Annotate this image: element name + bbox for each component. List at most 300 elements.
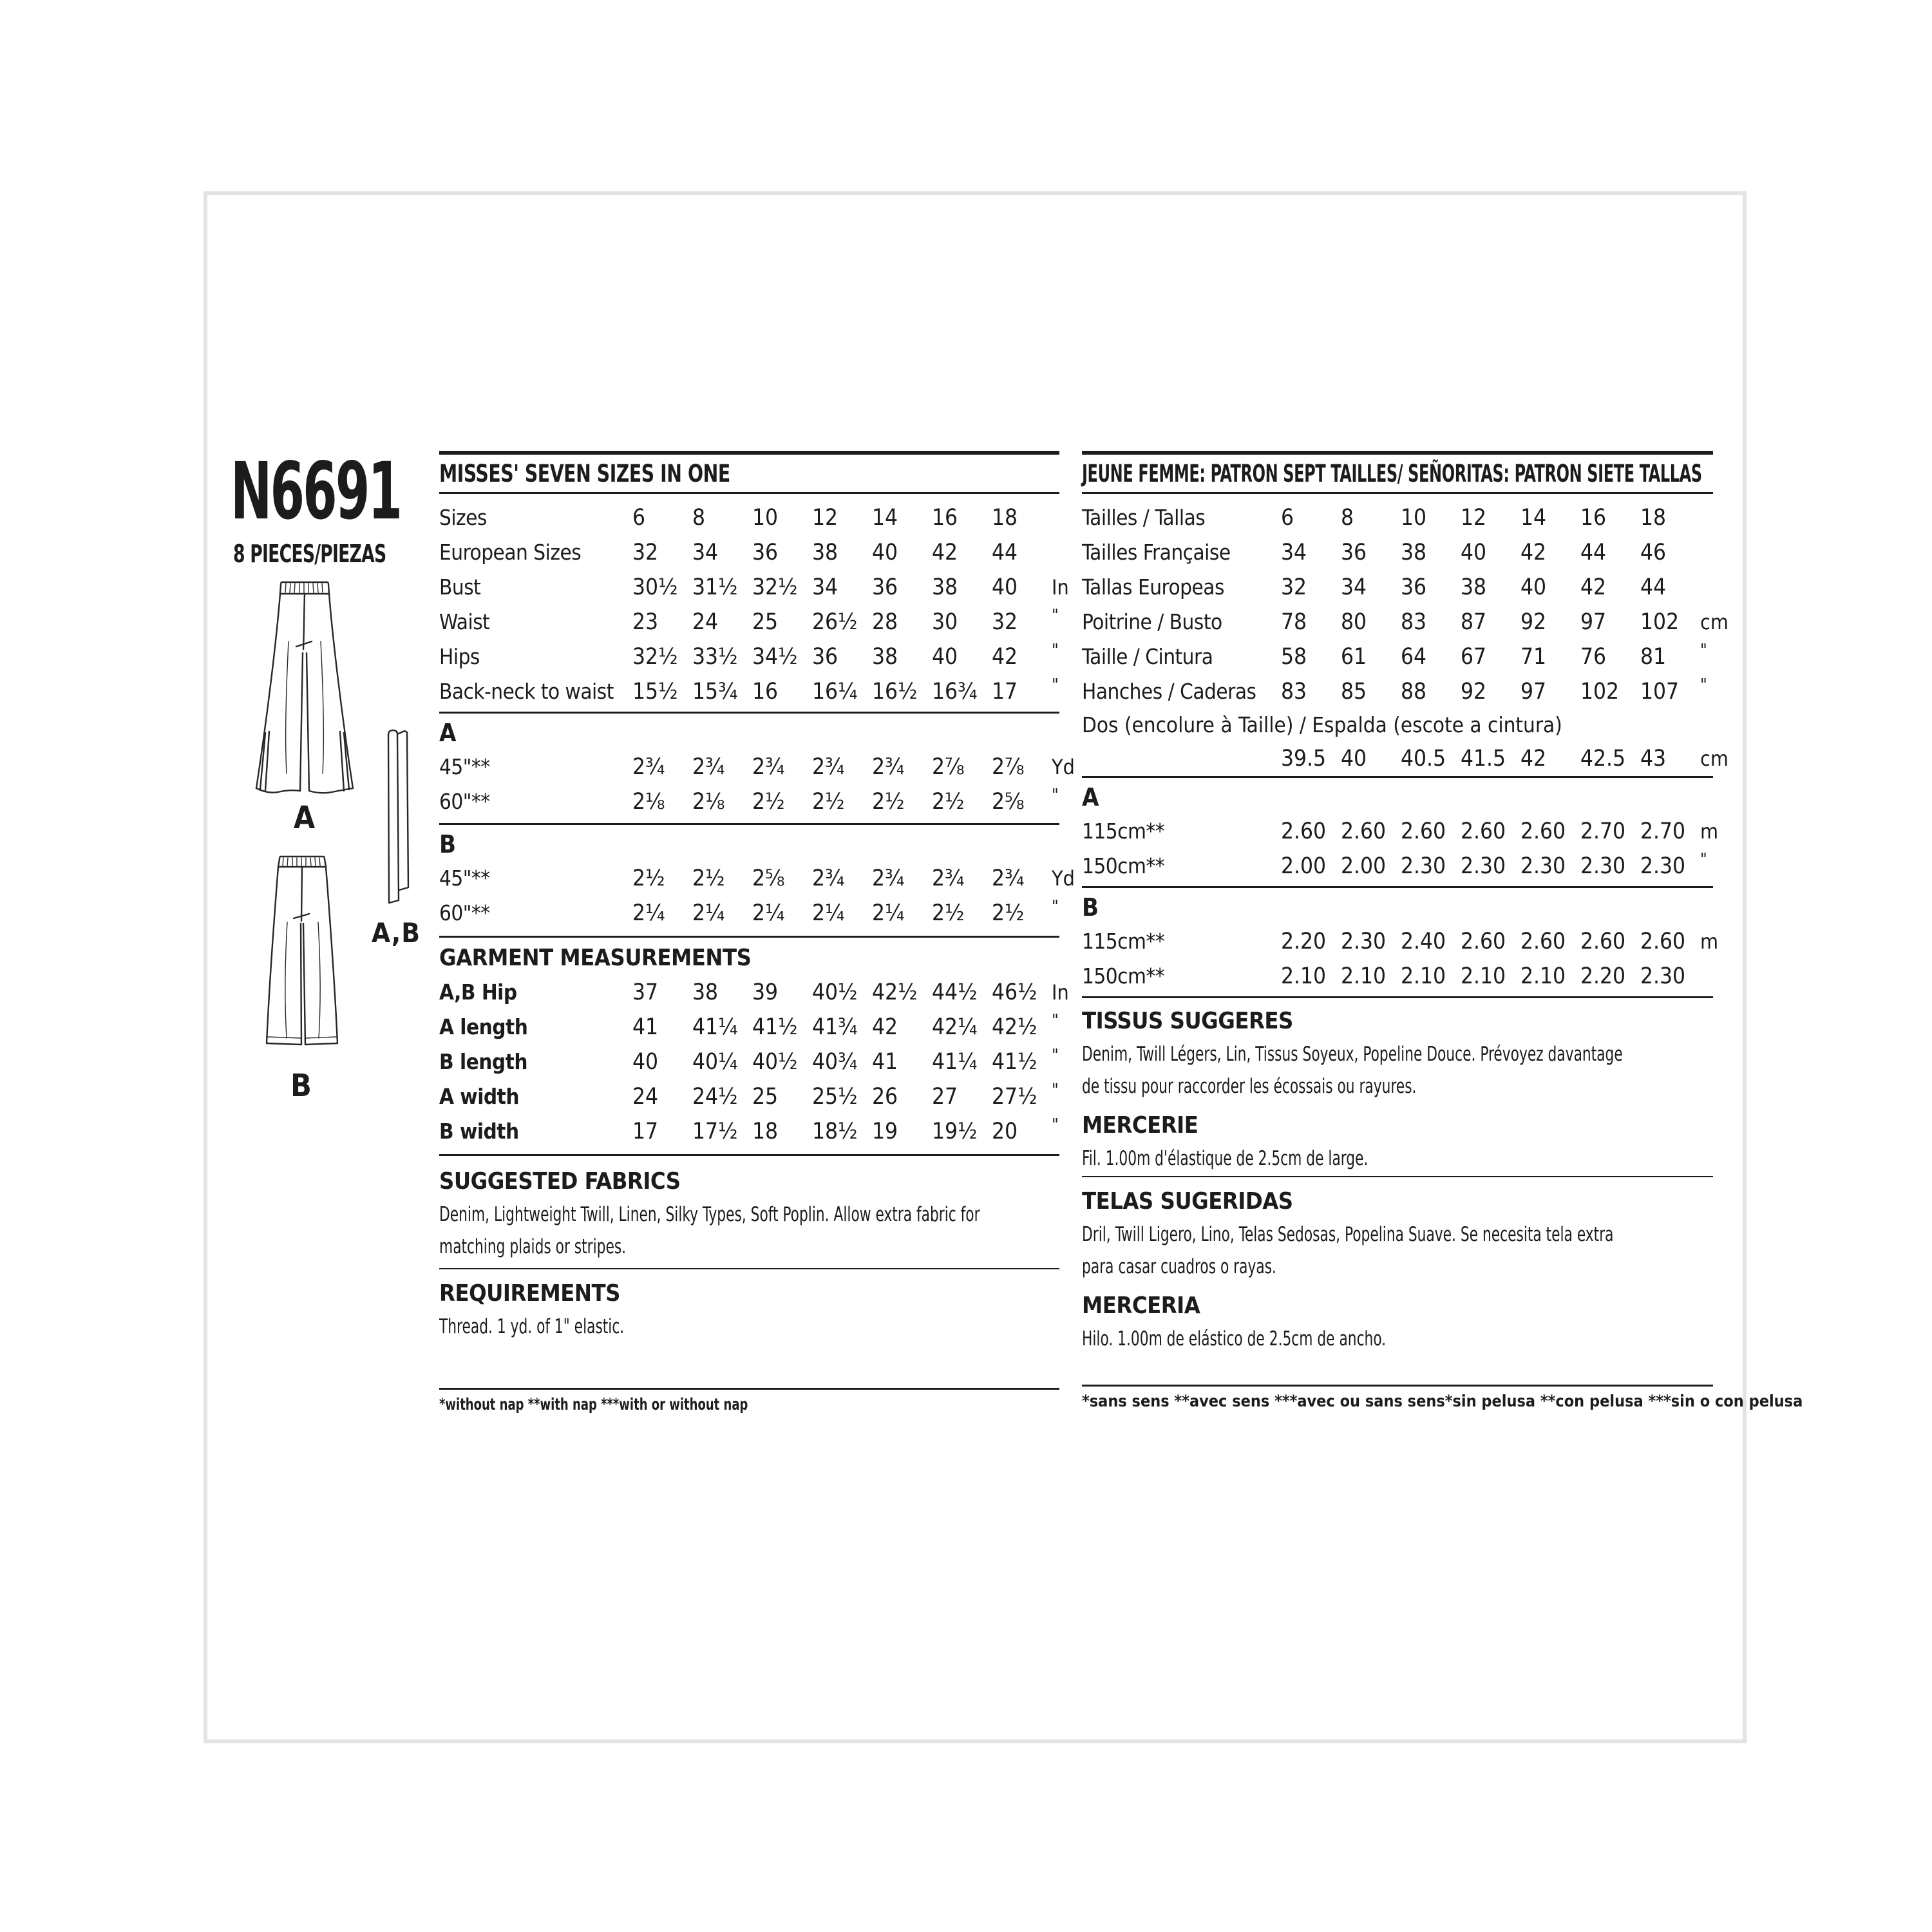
telas-line1: Dril, Twill Ligero, Lino, Telas Sedosas, Popelina Suave. Se necesita tela extra xyxy=(1082,1223,1614,1246)
row-value: 14 xyxy=(1520,505,1547,531)
telas-line2: para casar cuadros o rayas. xyxy=(1082,1255,1276,1278)
french-spanish-footnote xyxy=(1082,1392,1803,1410)
row-label: B length xyxy=(439,1049,527,1074)
row-value: 16 xyxy=(932,505,958,531)
row-value: 38 xyxy=(692,980,719,1005)
row-value: 97 xyxy=(1520,679,1547,705)
row-value: 2.30 xyxy=(1520,853,1566,879)
row-label: 60"** xyxy=(439,900,490,925)
suggested-fabrics-line2: matching plaids or stripes. xyxy=(439,1235,627,1258)
row-value: 2⅞ xyxy=(932,754,965,780)
row-value: 2.10 xyxy=(1341,963,1387,989)
row-value: 39 xyxy=(752,980,779,1005)
row-value: 42.5 xyxy=(1580,746,1626,772)
divider xyxy=(1082,776,1713,778)
row-label: A length xyxy=(439,1014,528,1039)
row-value: 2½ xyxy=(752,789,785,815)
back-neck-label: Dos (encolure à Taille) / Espalda (escote a cintura) xyxy=(1082,712,1562,737)
row-value: 27 xyxy=(932,1084,958,1110)
row-value: 41¾ xyxy=(812,1014,858,1040)
row-label: 115cm** xyxy=(1082,819,1165,844)
row-value: 38 xyxy=(1461,574,1487,600)
table-row xyxy=(1082,814,1719,849)
row-value: 71 xyxy=(1520,644,1547,670)
row-value: 40½ xyxy=(812,980,858,1005)
row-value: 10 xyxy=(1401,505,1427,531)
row-label: 45"** xyxy=(439,866,490,891)
row-unit: cm xyxy=(1700,746,1728,771)
row-unit: m xyxy=(1700,929,1719,954)
table-row xyxy=(1082,959,1713,994)
row-value: 2¼ xyxy=(752,900,785,926)
row-value: 41.5 xyxy=(1461,746,1506,772)
row-unit xyxy=(1052,535,1059,570)
row-unit: " xyxy=(1052,786,1059,805)
english-footnote xyxy=(439,1395,1059,1414)
row-label: Hanches / Caderas xyxy=(1082,679,1256,704)
row-value: 2.60 xyxy=(1281,819,1327,844)
row-value: 46½ xyxy=(992,980,1037,1005)
french-spanish-header xyxy=(1082,451,1713,494)
row-value: 36 xyxy=(752,540,779,565)
row-label: Back-neck to waist xyxy=(439,679,614,704)
row-value: 41½ xyxy=(752,1014,798,1040)
back-neck-values-table xyxy=(1082,741,1728,776)
row-value: 26 xyxy=(872,1084,898,1110)
row-value: 58 xyxy=(1281,644,1307,670)
french-spanish-title: JEUNE FEMME: PATRON SEPT TAILLES/ SEÑORITAS: PATRON SIETE TALLAS xyxy=(1082,460,1702,488)
row-unit: In xyxy=(1052,980,1069,1005)
row-value: 42½ xyxy=(872,980,918,1005)
row-value: 102 xyxy=(1580,679,1620,705)
table-row xyxy=(439,784,1059,819)
requirements-title: REQUIREMENTS xyxy=(439,1280,620,1307)
row-unit: " xyxy=(1700,641,1707,660)
row-label: B width xyxy=(439,1119,519,1144)
row-unit xyxy=(1700,570,1713,605)
table-row xyxy=(1082,570,1713,605)
row-unit: " xyxy=(1052,641,1059,660)
row-value: 2¾ xyxy=(692,754,725,780)
row-value: 2.60 xyxy=(1520,929,1566,954)
row-value: 32½ xyxy=(752,574,798,600)
row-label: Tailles Française xyxy=(1082,540,1231,565)
row-unit: " xyxy=(1052,897,1059,916)
view-a-heading-fr: A xyxy=(1082,783,1099,811)
row-unit: " xyxy=(1052,1081,1059,1100)
view-b-heading: B xyxy=(439,830,457,858)
row-value: 18 xyxy=(992,505,1018,531)
row-value: 41½ xyxy=(992,1049,1037,1075)
row-value: 2½ xyxy=(632,866,665,891)
table-row xyxy=(439,605,1059,639)
table-row xyxy=(439,500,1059,535)
row-value: 2.60 xyxy=(1640,929,1686,954)
row-value: 42½ xyxy=(992,1014,1037,1040)
english-column xyxy=(439,451,1075,1414)
row-value: 2.30 xyxy=(1341,929,1387,954)
garment-measurements-title: GARMENT MEASUREMENTS xyxy=(439,945,752,971)
row-value: 42 xyxy=(1520,540,1547,565)
row-unit: m xyxy=(1700,819,1719,844)
row-label: Poitrine / Busto xyxy=(1082,609,1222,634)
row-value: 14 xyxy=(872,505,898,531)
row-unit: Yd xyxy=(1052,755,1075,779)
row-value: 12 xyxy=(1461,505,1487,531)
row-value: 30½ xyxy=(632,574,678,600)
english-size-table xyxy=(439,500,1069,709)
table-row xyxy=(1082,500,1713,535)
suggested-fabrics-title: SUGGESTED FABRICS xyxy=(439,1168,681,1195)
row-value: 2.10 xyxy=(1520,963,1566,989)
row-unit: In xyxy=(1052,575,1069,600)
row-label: A width xyxy=(439,1084,519,1109)
row-value: 34 xyxy=(1281,540,1307,565)
row-value: 61 xyxy=(1341,644,1367,670)
row-value: 92 xyxy=(1461,679,1487,705)
row-value: 18 xyxy=(1640,505,1667,531)
pants-b-illustration xyxy=(251,851,353,1065)
table-row xyxy=(439,674,1059,709)
row-value: 2.00 xyxy=(1341,853,1387,879)
row-value: 18 xyxy=(752,1119,779,1144)
row-value: 32 xyxy=(632,540,659,565)
row-value: 8 xyxy=(692,505,706,531)
row-value: 46 xyxy=(1640,540,1667,565)
tissus-title: TISSUS SUGGERES xyxy=(1082,1008,1293,1034)
row-value: 25 xyxy=(752,1084,779,1110)
row-label: Taille / Cintura xyxy=(1082,644,1213,669)
row-label: A,B Hip xyxy=(439,980,517,1005)
row-value: 25 xyxy=(752,609,779,635)
row-label: Hips xyxy=(439,644,480,669)
table-row xyxy=(1082,605,1728,639)
row-value: 2¾ xyxy=(872,866,905,891)
row-unit: cm xyxy=(1700,610,1728,634)
tie-belt-illustration xyxy=(383,726,412,911)
row-value: 2¾ xyxy=(752,754,785,780)
row-value: 2½ xyxy=(872,789,905,815)
row-value: 2½ xyxy=(692,866,725,891)
row-value: 24 xyxy=(692,609,719,635)
row-value: 2½ xyxy=(992,900,1025,926)
row-value: 38 xyxy=(1401,540,1427,565)
row-value: 2½ xyxy=(812,789,845,815)
tissus-text xyxy=(1082,1038,1623,1103)
row-value: 85 xyxy=(1341,679,1367,705)
row-value: 2.30 xyxy=(1640,963,1686,989)
row-value: 2.30 xyxy=(1640,853,1686,879)
row-value: 102 xyxy=(1640,609,1680,635)
row-value: 16 xyxy=(752,679,779,705)
row-value: 2.60 xyxy=(1461,819,1506,844)
divider xyxy=(439,823,1059,825)
row-value: 40 xyxy=(1520,574,1547,600)
row-value: 23 xyxy=(632,609,659,635)
row-value: 19½ xyxy=(932,1119,978,1144)
row-value: 27½ xyxy=(992,1084,1037,1110)
row-label: 115cm** xyxy=(1082,929,1165,954)
divider xyxy=(439,1154,1059,1156)
row-value: 6 xyxy=(1281,505,1294,531)
row-value: 24½ xyxy=(692,1084,738,1110)
row-value: 2.30 xyxy=(1461,853,1506,879)
row-value: 80 xyxy=(1341,609,1367,635)
row-value: 2.30 xyxy=(1401,853,1446,879)
row-value: 32 xyxy=(992,609,1018,635)
pants-a-illustration xyxy=(250,577,359,799)
english-header xyxy=(439,451,1059,494)
row-value: 24 xyxy=(632,1084,659,1110)
row-value: 42 xyxy=(1520,746,1547,772)
view-ab-label: A,B xyxy=(371,917,421,949)
suggested-fabrics-text xyxy=(439,1198,980,1263)
row-value: 16¼ xyxy=(812,679,858,705)
row-value: 40 xyxy=(992,574,1018,600)
table-row xyxy=(439,750,1075,784)
row-value: 26½ xyxy=(812,609,858,635)
divider xyxy=(439,1388,1059,1390)
divider xyxy=(439,936,1059,938)
merceria-line: Hilo. 1.00m de elástico de 2.5cm de ancho. xyxy=(1082,1327,1387,1350)
row-value: 38 xyxy=(872,644,898,670)
row-value: 2.60 xyxy=(1461,929,1506,954)
row-value: 42 xyxy=(932,540,958,565)
row-value: 34 xyxy=(812,574,838,600)
row-value: 2¼ xyxy=(692,900,725,926)
row-label: 150cm** xyxy=(1082,853,1165,878)
row-unit: Yd xyxy=(1052,866,1075,891)
mercerie-text xyxy=(1082,1142,1574,1175)
row-unit xyxy=(1700,500,1713,535)
row-value: 67 xyxy=(1461,644,1487,670)
pieces-count: 8 PIECES/PIEZAS xyxy=(233,540,386,568)
row-value: 2¼ xyxy=(812,900,845,926)
table-row xyxy=(439,975,1069,1010)
row-value: 2.60 xyxy=(1520,819,1566,844)
row-value: 2⅞ xyxy=(992,754,1025,780)
row-value: 40.5 xyxy=(1401,746,1446,772)
table-row xyxy=(1082,674,1713,709)
row-value: 17 xyxy=(992,679,1018,705)
divider xyxy=(439,712,1059,714)
row-value: 2⅝ xyxy=(752,866,785,891)
row-unit: " xyxy=(1052,1115,1059,1135)
row-value: 42 xyxy=(992,644,1018,670)
table-row xyxy=(439,570,1069,605)
french-view-b-metrage-table xyxy=(1082,924,1719,994)
row-label: Bust xyxy=(439,574,481,600)
row-value: 40 xyxy=(872,540,898,565)
row-label: Sizes xyxy=(439,505,487,530)
row-value: 40½ xyxy=(752,1049,798,1075)
row-value: 2.00 xyxy=(1281,853,1327,879)
row-value: 64 xyxy=(1401,644,1427,670)
row-value: 44 xyxy=(992,540,1018,565)
row-value: 78 xyxy=(1281,609,1307,635)
row-value: 8 xyxy=(1341,505,1354,531)
row-value: 2⅛ xyxy=(692,789,725,815)
row-value: 10 xyxy=(752,505,779,531)
row-value: 81 xyxy=(1640,644,1667,670)
row-value: 2.30 xyxy=(1580,853,1626,879)
row-value: 25½ xyxy=(812,1084,858,1110)
view-b-heading-fr: B xyxy=(1082,893,1099,922)
row-value: 2¾ xyxy=(992,866,1025,891)
table-row xyxy=(439,535,1059,570)
footnote-spanish: *sin pelusa **con pelusa ***sin o con pelusa xyxy=(1444,1392,1803,1410)
row-value: 6 xyxy=(632,505,646,531)
row-value: 2.20 xyxy=(1580,963,1626,989)
row-value: 2.60 xyxy=(1580,929,1626,954)
row-value: 31½ xyxy=(692,574,738,600)
table-row xyxy=(439,1045,1059,1079)
row-value: 15½ xyxy=(632,679,678,705)
mercerie-line: Fil. 1.00m d'élastique de 2.5cm de large. xyxy=(1082,1147,1368,1170)
row-value: 19 xyxy=(872,1119,898,1144)
row-value: 41 xyxy=(872,1049,898,1075)
row-value: 107 xyxy=(1640,679,1680,705)
row-value: 42¼ xyxy=(932,1014,978,1040)
row-unit: " xyxy=(1052,606,1059,625)
row-value: 18½ xyxy=(812,1119,858,1144)
row-value: 40 xyxy=(1461,540,1487,565)
pants-a-drawing xyxy=(250,577,359,799)
row-unit: " xyxy=(1052,676,1059,695)
row-value: 40¼ xyxy=(692,1049,738,1075)
row-unit xyxy=(1700,959,1713,994)
row-label xyxy=(1082,741,1281,776)
table-row xyxy=(1082,535,1713,570)
merceria-title: MERCERIA xyxy=(1082,1293,1200,1319)
row-value: 30 xyxy=(932,609,958,635)
telas-title: TELAS SUGERIDAS xyxy=(1082,1188,1293,1215)
row-value: 41¼ xyxy=(692,1014,738,1040)
row-value: 83 xyxy=(1281,679,1307,705)
row-value: 88 xyxy=(1401,679,1427,705)
row-value: 37 xyxy=(632,980,659,1005)
row-label: 150cm** xyxy=(1082,963,1165,989)
row-value: 33½ xyxy=(692,644,738,670)
tissus-line1: Denim, Twill Légers, Lin, Tissus Soyeux, Popeline Douce. Prévoyez davantage xyxy=(1082,1043,1623,1066)
row-value: 17 xyxy=(632,1119,659,1144)
row-value: 43 xyxy=(1640,746,1667,772)
english-title: MISSES' SEVEN SIZES IN ONE xyxy=(439,460,730,488)
row-value: 40¾ xyxy=(812,1049,858,1075)
row-value: 2.10 xyxy=(1401,963,1446,989)
row-value: 2.20 xyxy=(1281,929,1327,954)
table-row xyxy=(439,639,1059,674)
row-value: 34 xyxy=(692,540,719,565)
row-value: 2.60 xyxy=(1341,819,1387,844)
row-label: Tailles / Tallas xyxy=(1082,505,1206,530)
row-label: 45"** xyxy=(439,754,490,779)
garment-measurements-table xyxy=(439,975,1069,1149)
divider xyxy=(439,1268,1059,1269)
row-unit xyxy=(1700,535,1713,570)
row-value: 2¾ xyxy=(812,866,845,891)
view-a-heading: A xyxy=(439,719,457,747)
row-value: 2⅝ xyxy=(992,789,1025,815)
row-value: 40 xyxy=(632,1049,659,1075)
row-value: 36 xyxy=(1401,574,1427,600)
row-value: 2.70 xyxy=(1580,819,1626,844)
row-value: 2¾ xyxy=(932,866,965,891)
row-value: 2⅛ xyxy=(632,789,665,815)
english-view-b-yardage-table xyxy=(439,861,1075,931)
row-value: 44½ xyxy=(932,980,978,1005)
row-value: 97 xyxy=(1580,609,1607,635)
divider xyxy=(1082,1385,1713,1387)
table-row xyxy=(1082,639,1713,674)
row-unit: " xyxy=(1700,850,1707,869)
row-value: 2¼ xyxy=(632,900,665,926)
row-value: 32½ xyxy=(632,644,678,670)
table-row xyxy=(1082,924,1719,959)
english-footnote-text: *without nap **with nap ***with or without nap xyxy=(439,1395,748,1414)
row-value: 76 xyxy=(1580,644,1607,670)
table-row xyxy=(1082,741,1728,776)
row-value: 2.70 xyxy=(1640,819,1686,844)
pattern-number: N6691 xyxy=(231,446,401,537)
row-value: 36 xyxy=(1341,540,1367,565)
row-value: 36 xyxy=(812,644,838,670)
row-value: 2.60 xyxy=(1401,819,1446,844)
row-value: 28 xyxy=(872,609,898,635)
row-value: 16 xyxy=(1580,505,1607,531)
table-row xyxy=(439,861,1075,896)
row-unit xyxy=(1052,500,1059,535)
view-a-label: A xyxy=(293,800,316,836)
table-row xyxy=(1082,849,1713,884)
row-value: 12 xyxy=(812,505,838,531)
table-row xyxy=(439,1079,1059,1114)
row-value: 36 xyxy=(872,574,898,600)
table-row xyxy=(439,1114,1059,1149)
pants-b-drawing xyxy=(251,851,353,1065)
row-value: 42 xyxy=(872,1014,898,1040)
merceria-text xyxy=(1082,1323,1574,1355)
row-value: 87 xyxy=(1461,609,1487,635)
row-value: 44 xyxy=(1640,574,1667,600)
row-label: 60"** xyxy=(439,789,490,814)
divider xyxy=(1082,1176,1713,1177)
row-value: 41 xyxy=(632,1014,659,1040)
row-value: 2¾ xyxy=(812,754,845,780)
table-row xyxy=(439,896,1059,931)
row-value: 34½ xyxy=(752,644,798,670)
tissus-line2: de tissu pour raccorder les écossais ou rayures. xyxy=(1082,1075,1417,1098)
french-view-a-metrage-table xyxy=(1082,814,1719,884)
english-view-a-yardage-table xyxy=(439,750,1075,819)
row-value: 32 xyxy=(1281,574,1307,600)
row-value: 17½ xyxy=(692,1119,738,1144)
row-value: 38 xyxy=(812,540,838,565)
row-value: 40 xyxy=(932,644,958,670)
french-spanish-column xyxy=(1082,451,1803,1410)
row-value: 2½ xyxy=(932,900,965,926)
footnote-french: *sans sens **avec sens ***avec ou sans sens xyxy=(1082,1392,1445,1410)
row-label: European Sizes xyxy=(439,540,582,565)
divider xyxy=(1082,996,1713,998)
divider xyxy=(1082,886,1713,888)
row-value: 20 xyxy=(992,1119,1018,1144)
table-row xyxy=(439,1010,1059,1045)
row-value: 34 xyxy=(1341,574,1367,600)
row-value: 16¾ xyxy=(932,679,978,705)
row-label: Tallas Europeas xyxy=(1082,574,1224,600)
suggested-fabrics-line1: Denim, Lightweight Twill, Linen, Silky Types, Soft Poplin. Allow extra fabric for xyxy=(439,1203,980,1226)
